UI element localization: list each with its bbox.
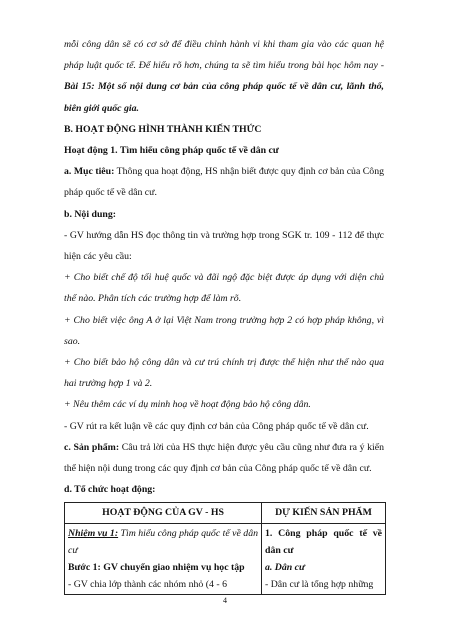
task-line — [68, 525, 258, 559]
requirement-item: + Cho biết việc ông A ở lại Việt Nam trong trường hợp 2 có hợp pháp không, vì sao. — [64, 314, 384, 347]
content-heading: b. Nội dung: — [64, 208, 116, 220]
requirement-item: + Nêu thêm các ví dụ minh hoạ về hoạt động bảo hộ công dân. — [64, 399, 311, 411]
step1-text: - GV chia lớp thành các nhóm nhỏ (4 - 6 — [68, 579, 227, 591]
step1-heading: Bước 1: GV chuyển giao nhiệm vụ học tập — [68, 562, 245, 574]
organize-heading: d. Tổ chức hoạt động: — [64, 484, 156, 496]
table-header-row — [65, 503, 386, 524]
task-text: Tìm hiểu công pháp quốc tế về dân cư — [68, 528, 258, 557]
content-intro: - GV hướng dẫn HS đọc thông tin và trường hợp trong SGK tr. 109 - 112 để thực hiện các yêu cầu: — [64, 229, 384, 263]
goal-text: Thông qua hoạt động, HS nhận biết được quy định cơ bản của Công pháp quốc tế về dân cư. — [64, 166, 384, 199]
goal-label: a. Mục tiêu: — [64, 166, 115, 178]
requirement-item: + Cho biết bảo hộ công dân và cư trú chính trị được thể hiện như thế nào qua hai trường hợp 1 và 2. — [64, 357, 384, 390]
product-text: - Dân cư là tổng hợp những — [265, 579, 374, 591]
teacher-activity-cell — [65, 524, 262, 595]
table-header-product: DỰ KIẾN SẢN PHẨM — [262, 503, 386, 524]
product-title: 1. Công pháp quốc tế về dân cư — [265, 528, 382, 557]
requirement-item: + Cho biết chế độ tối huệ quốc và đãi ngộ đặc biệt được áp dụng với diện chủ thể nào. Phân tích các trường hợp để làm rõ. — [64, 272, 384, 305]
page-content — [64, 34, 384, 595]
product-text: Câu trả lời của HS thực hiện được yêu cầu cũng như đưa ra ý kiến thể hiện nội dung trong các quy định cơ bản của Công pháp quốc tế về dân cư. — [64, 441, 384, 475]
product-subheading: a. Dân cư — [265, 562, 305, 574]
activity-table — [64, 502, 386, 595]
section-b-heading: B. HOẠT ĐỘNG HÌNH THÀNH KIẾN THỨC — [64, 123, 262, 135]
lesson-title: Bài 15: Một số nội dung cơ bản của công pháp quốc tế về dân cư, lãnh thổ, biên giới quốc gia. — [64, 81, 384, 114]
task-label: Nhiệm vụ 1: — [68, 528, 119, 540]
product-label: c. Sản phẩm: — [64, 441, 120, 453]
table-header-teacher: HOẠT ĐỘNG CỦA GV - HS — [65, 503, 262, 524]
expected-product-cell — [262, 524, 386, 595]
intro-text: mỗi công dân sẽ có cơ sở để điều chỉnh hành vi khi tham gia vào các quan hệ pháp luật quốc tế. Để hiểu rõ hơn, chúng ta sẽ tìm hiểu trong bài học hôm nay - — [64, 39, 384, 72]
content-outro: - GV rút ra kết luận về các quy định cơ bản của Công pháp quốc tế về dân cư. — [64, 420, 369, 432]
activity1-heading: Hoạt động 1. Tìm hiểu công pháp quốc tế về dân cư — [64, 145, 279, 157]
product-paragraph — [64, 437, 384, 479]
page-number: 4 — [223, 596, 227, 605]
intro-paragraph — [64, 34, 384, 119]
table-row — [65, 524, 386, 595]
goal-paragraph — [64, 161, 384, 203]
